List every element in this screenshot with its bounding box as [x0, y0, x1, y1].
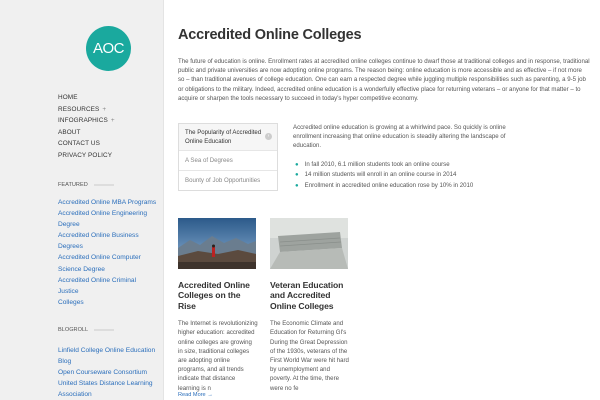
featured-link[interactable]: Accredited Online Computer [58, 254, 141, 262]
featured-link[interactable]: Accredited Online MBA Programs [58, 199, 157, 206]
article-card [178, 218, 258, 393]
featured-link[interactable]: Accredited Online Business [58, 232, 139, 240]
nav-label: PRIVACY POLICY [58, 151, 113, 159]
memorial-photo [270, 218, 348, 269]
main-nav [58, 92, 158, 162]
blogroll-link[interactable]: Blog [58, 358, 72, 366]
article-thumbnail[interactable] [270, 218, 348, 269]
expand-plus-icon[interactable]: + [102, 105, 107, 113]
bullet-dot-icon: ● [295, 172, 299, 179]
nav-item-resources[interactable] [58, 104, 158, 116]
list-item [295, 181, 473, 191]
featured-link[interactable]: Science Degree [58, 265, 105, 273]
featured-link[interactable]: Accredited Online Criminal Justice [58, 276, 137, 295]
blogroll-link[interactable]: Association [58, 391, 92, 399]
article-excerpt: The Internet is revolutionizing higher education: accredited online colleges are growing in size, traditional colleges are adopting online programs, and all trends indicate that distance learning is n [178, 320, 258, 392]
stats-list [295, 160, 473, 191]
chevron-right-icon: › [265, 133, 272, 140]
sidebar [0, 0, 163, 400]
list-item [295, 160, 473, 170]
nav-label: CONTACT US [58, 140, 100, 148]
bullet-dot-icon: ● [295, 182, 299, 189]
article-excerpt: The Economic Climate and Education for Returning GI's During the Great Depression of the 1930s, veterans of the First World War were hit hard by unemployment and poverty. At the time, there were no fe [270, 320, 349, 392]
bullet-dot-icon: ● [295, 162, 299, 168]
page-title: Accredited Online Colleges [178, 27, 362, 43]
featured-link[interactable]: Degree [58, 221, 80, 229]
nav-label: ABOUT [58, 128, 81, 136]
tab-label: The Popularity of Accredited Online Education [185, 129, 262, 145]
nav-item-contact[interactable] [58, 138, 158, 150]
article-title[interactable]: Accredited Online Colleges on the Rise [178, 280, 250, 311]
expand-plus-icon[interactable]: + [110, 117, 115, 125]
mountain-photo [178, 218, 256, 269]
heading-divider [94, 329, 114, 331]
intro-paragraph: The future of education is online. Enrollment rates at accredited online colleges continue to dwarf those at traditional colleges and in response, traditional public and private universities are now adopting online programs. The reason being: online education is more accessible and as effective – if not more so – than traditional avenues of college education. One can earn a respected degree while juggling multiple responsibilities such as parenting, a 9-5 job or obligations to the military. Indeed, accredited online education is a wonderfully effective place for returning veterans – or anyone for that matter – to acquire or sharpen the tools necessary to succeed in today's hyper competitive economy. [178, 58, 590, 102]
featured-link[interactable]: Degrees [58, 243, 83, 251]
featured-links [58, 197, 158, 308]
blogroll-heading-text: BLOGROLL [58, 327, 89, 333]
tab-popularity[interactable] [179, 124, 277, 150]
nav-label: RESOURCES [58, 105, 100, 113]
logo-text: AOC [92, 40, 124, 57]
bullet-text: 14 million students will enroll in an online course in 2014 [304, 171, 457, 179]
blogroll-link[interactable]: Open Courseware Consortium [58, 369, 148, 377]
tab-sea-of-degrees[interactable] [179, 150, 277, 170]
tab-content-text: Accredited online education is growing at a whirlwind pace. So quickly is online enrollment increasing that online education is steadily altering the landscape of education. [293, 124, 506, 150]
featured-heading-text: FEATURED [58, 182, 88, 188]
blogroll-link[interactable]: United States Distance Learning [58, 380, 153, 388]
article-thumbnail[interactable] [178, 218, 256, 269]
tab-job-opportunities[interactable] [179, 170, 277, 190]
blogroll-heading [58, 327, 114, 333]
heading-divider [94, 184, 114, 186]
blogroll-link[interactable]: Linfield College Online Education [58, 347, 156, 354]
article-card [270, 218, 350, 393]
article-title[interactable]: Veteran Education and Accredited Online Colleges [270, 280, 344, 311]
tab-list [178, 123, 278, 191]
nav-item-about[interactable] [58, 127, 158, 139]
tab-label: A Sea of Degrees [185, 157, 233, 164]
bullet-text: Enrollment in accredited online education rose by 10% in 2010 [304, 181, 474, 189]
nav-label: HOME [58, 94, 78, 101]
featured-heading [58, 182, 114, 188]
blogroll-links [58, 345, 158, 400]
nav-item-infographics[interactable] [58, 115, 158, 127]
nav-item-privacy[interactable] [58, 150, 158, 162]
bullet-text: In fall 2010, 6.1 million students took an online course [304, 161, 450, 168]
read-more-link[interactable]: Read More → [178, 392, 213, 398]
featured-link[interactable]: Colleges [58, 298, 84, 306]
list-item [295, 170, 473, 180]
featured-link[interactable]: Accredited Online Engineering [58, 210, 148, 218]
tab-label: Bounty of Job Opportunities [185, 177, 261, 184]
nav-item-home[interactable] [58, 92, 158, 104]
site-logo[interactable] [86, 26, 131, 71]
main-content [163, 0, 600, 400]
nav-label: INFOGRAPHICS [58, 117, 108, 125]
